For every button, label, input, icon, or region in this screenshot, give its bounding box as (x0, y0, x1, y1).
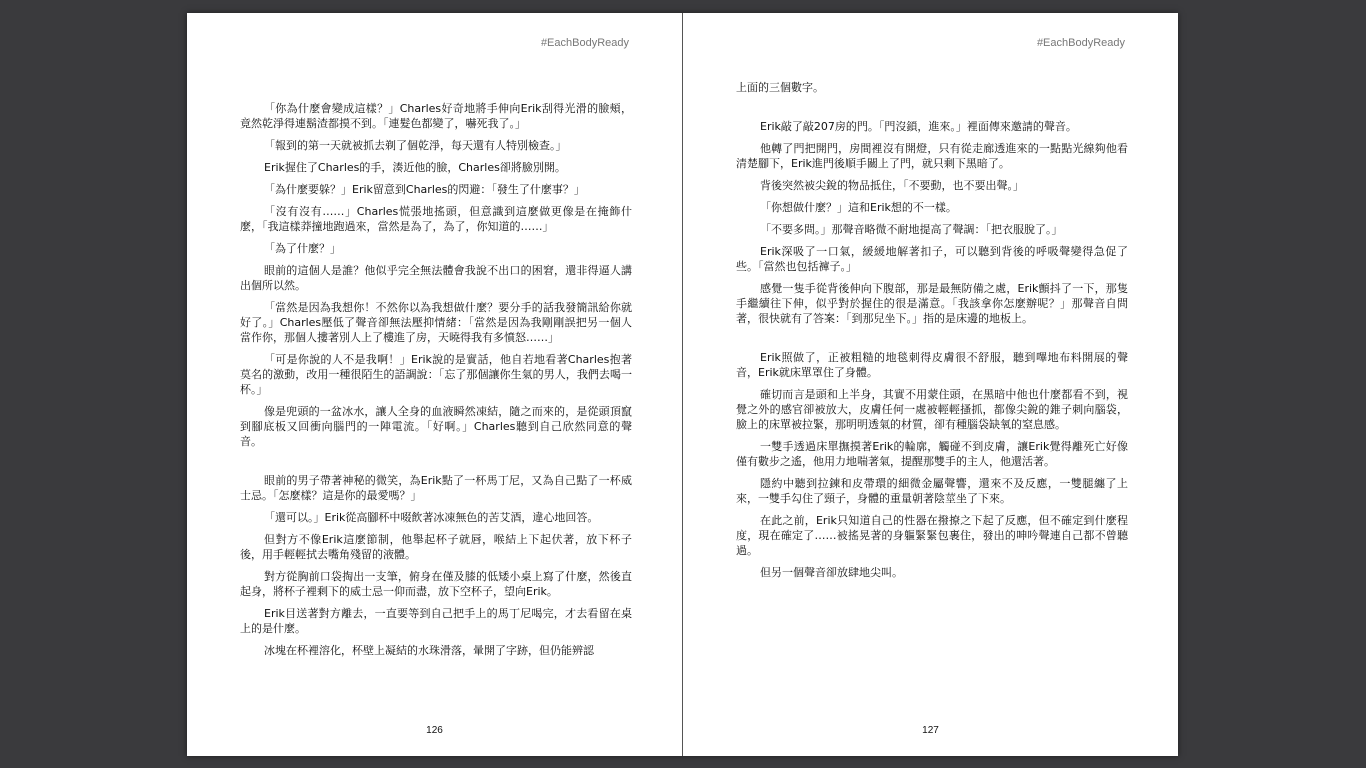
paragraph: 一雙手透過床單撫摸著Erik的輪廓，觸碰不到皮膚，讓Erik覺得離死亡好像僅有數步之遙，他用力地喘著氣，提醒那雙手的主人，他還活著。 (736, 440, 1128, 468)
paragraph: 他轉了門把開門，房間裡沒有開燈，只有從走廊透進來的一點點光線夠他看清楚腳下，Erik進門後順手關上了門，就只剩下黑暗了。 (736, 142, 1128, 170)
paragraph: 眼前的這個人是誰？他似乎完全無法體會我說不出口的困窘，還非得逼人講出個所以然。 (240, 264, 632, 292)
section-break (736, 102, 1128, 119)
paragraph: 「可是你說的人不是我啊！」Erik說的是實話，他自若地看著Charles抱著莫名的激動，改用一種很陌生的語調說：「忘了那個讓你生氣的男人，我們去喝一杯。」 (240, 353, 632, 396)
paragraph: 「還可以。」Erik從高腳杯中啜飲著冰凍無色的苦艾酒，違心地回答。 (264, 511, 599, 524)
page-body (240, 101, 632, 665)
paragraph: Erik目送著對方離去，一直要等到自己把手上的馬丁尼喝完，才去看留在桌上的是什麼。 (240, 607, 632, 635)
page-header: #EachBodyReady (540, 37, 629, 49)
paragraph: 「為了什麼？」 (264, 242, 341, 255)
paragraph: 背後突然被尖銳的物品抵住，「不要動，也不要出聲。」 (760, 179, 1024, 192)
paragraph: Erik敲了敲207房的門。「門沒鎖，進來。」裡面傳來邀請的聲音。 (760, 120, 1077, 133)
right-page[interactable] (683, 13, 1178, 756)
left-page[interactable] (187, 13, 683, 756)
page-number: 126 (426, 725, 443, 736)
page-body (736, 80, 1128, 587)
paragraph: Erik握住了Charles的手，湊近他的臉，Charles卻將臉別開。 (264, 161, 566, 174)
paragraph: 「不要多問。」那聲音略微不耐地提高了聲調：「把衣服脫了。」 (760, 223, 1063, 236)
paragraph: 「你想做什麼？」這和Erik想的不一樣。 (760, 201, 957, 214)
paragraph: 「報到的第一天就被抓去剃了個乾淨，每天還有人特別檢查。」 (264, 139, 567, 152)
paragraph: 但另一個聲音卻放肆地尖叫。 (760, 566, 903, 579)
paragraph: 確切而言是頭和上半身，其實不用蒙住頭，在黑暗中他也什麼都看不到，視覺之外的感官卻被放大，皮膚任何一處被輕輕搔抓，都像尖銳的錐子刺向腦袋，臉上的床單被拉緊，那明明透氣的材質，卻有種腦袋缺氧的窒息感。 (736, 388, 1128, 431)
paragraph: 但對方不像Erik這麼節制，他舉起杯子就唇，喉結上下起伏著，放下杯子後，用手輕輕拭去嘴角殘留的液體。 (240, 533, 632, 561)
section-break (240, 456, 632, 473)
paragraph: Erik照做了，正被粗糙的地毯刺得皮膚很不舒服，聽到嗶地布料開展的聲音，Erik就床單罩住了身體。 (736, 351, 1128, 379)
paragraph: Erik深吸了一口氣，緩緩地解著扣子，可以聽到背後的呼吸聲變得急促了些。「當然也包括褲子。」 (736, 245, 1128, 273)
paragraph: 「當然是因為我想你！不然你以為我想做什麼？要分手的話我發簡訊給你就好了。」Charles壓低了聲音卻無法壓抑情緒：「當然是因為我剛剛誤把另一個人當作你，那個人摟著別人上了樓進了房，天曉得我有多憤怒……」 (240, 301, 632, 344)
paragraph: 感覺一隻手從背後伸向下腹部，那是最無防備之處，Erik顫抖了一下，那隻手繼續往下伸，似乎對於握住的很是滿意。「我該拿你怎麼辦呢？」那聲音自問著，很快就有了答案：「到那兒坐下。」指的是床邊的地板上。 (736, 282, 1128, 325)
paragraph: 像是兜頭的一盆冰水，讓人全身的血液瞬然凍結，隨之而來的，是從頭頂竄到腳底板又回衝向腦門的一陣電流。「好啊。」Charles聽到自己欣然同意的聲音。 (240, 405, 632, 448)
paragraph: 在此之前，Erik只知道自己的性器在撥撩之下起了反應，但不確定到什麼程度，現在確定了……被搖晃著的身軀緊緊包裹住，發出的呻吟聲連自己都不曾聽過。 (736, 514, 1128, 557)
paragraph-continuation: 上面的三個數字。 (736, 81, 824, 94)
section-break (736, 333, 1128, 350)
paragraph: 「為什麼要躲？」Erik留意到Charles的閃避：「發生了什麼事？」 (264, 183, 585, 196)
paragraph: 冰塊在杯裡溶化，杯壁上凝結的水珠滑落，暈開了字跡，但仍能辨認 (264, 644, 594, 657)
paragraph: 對方從胸前口袋掏出一支筆，俯身在僅及膝的低矮小桌上寫了什麼，然後直起身，將杯子裡剩下的威士忌一仰而盡，放下空杯子，望向Erik。 (240, 570, 632, 598)
paragraph: 隱約中聽到拉鍊和皮帶環的細微金屬聲響，還來不及反應，一雙腿纏了上來，一雙手勾住了頸子，身體的重量朝著陰莖坐了下來。 (736, 477, 1128, 505)
page-number: 127 (922, 725, 939, 736)
page-header: #EachBodyReady (1036, 37, 1125, 49)
paragraph: 眼前的男子帶著神秘的微笑，為Erik點了一杯馬丁尼，又為自己點了一杯威士忌。「怎麼樣？這是你的最愛嗎？」 (240, 474, 632, 502)
book-spread (187, 13, 1178, 756)
paragraph: 「沒有沒有……」Charles慌張地搖頭，但意識到這麼做更像是在掩飾什麼，「我這樣莽撞地跑過來，當然是為了，為了，你知道的……」 (240, 205, 632, 233)
paragraph: 「你為什麼會變成這樣？」Charles好奇地將手伸向Erik刮得光滑的臉頰，竟然乾淨得連鬍渣都摸不到。「連髮色都變了，嚇死我了。」 (240, 102, 632, 130)
